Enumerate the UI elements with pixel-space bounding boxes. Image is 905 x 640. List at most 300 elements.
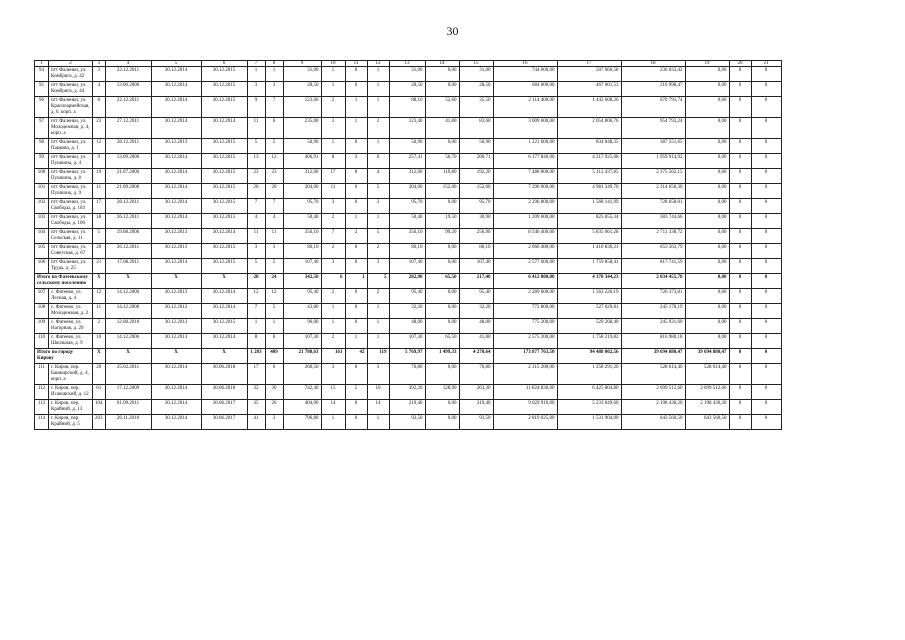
- table-cell: 0,00: [425, 319, 459, 334]
- table-cell: 10: [321, 61, 345, 67]
- table-cell: 11: [321, 184, 345, 199]
- table-cell: 5: [265, 304, 283, 319]
- table-cell: 1 759 858,41: [557, 259, 621, 274]
- table-cell: 0: [345, 259, 367, 274]
- table-cell: 30.12.2015: [201, 199, 247, 214]
- table-cell: 2 575 200,00: [493, 334, 557, 349]
- table-cell: 95,70: [389, 199, 425, 214]
- table-cell: 43,80: [283, 304, 321, 319]
- table-cell: 356,10: [389, 229, 425, 244]
- table-row: [35, 289, 782, 304]
- table-cell: 32,20: [389, 304, 425, 319]
- table-cell: 31,00: [283, 67, 321, 82]
- table-cell: X: [151, 274, 201, 289]
- table-cell: 30.12.2014: [151, 199, 201, 214]
- table-cell: 20: [93, 244, 106, 259]
- table-cell: 11: [93, 184, 106, 199]
- table-cell: 5 233 049,60: [557, 400, 621, 415]
- table-cell: 30.12.2014: [151, 67, 201, 82]
- table-cell: 404,90: [283, 400, 321, 415]
- table-cell: 5: [265, 139, 283, 154]
- table-cell: 17.08.2011: [105, 259, 151, 274]
- table-row: [35, 385, 782, 400]
- table-cell: 50,40: [283, 214, 321, 229]
- table-cell: 0: [729, 169, 751, 184]
- table-cell: 1: [265, 319, 283, 334]
- table-cell: 26.12.2011: [105, 214, 151, 229]
- table-cell: 30: [265, 385, 283, 400]
- table-cell: 99: [35, 154, 49, 169]
- table-cell: 12: [93, 139, 106, 154]
- table-cell: 14.12.2006: [105, 289, 151, 304]
- table-cell: 30.12.2015: [201, 184, 247, 199]
- table-cell: 30.12.2015: [201, 154, 247, 169]
- table-cell: 2: [321, 214, 345, 229]
- table-cell: 0: [751, 289, 781, 304]
- table-cell: 17: [557, 61, 621, 67]
- table-cell: 527 629,81: [557, 304, 621, 319]
- table-cell: 2: [367, 244, 389, 259]
- table-cell: 0: [729, 199, 751, 214]
- table-cell: 30.12.2014: [151, 415, 201, 430]
- table-cell: 8: [265, 334, 283, 349]
- table-cell: 2 314 650,30: [621, 184, 685, 199]
- table-cell: 30.12.2015: [201, 82, 247, 97]
- table-cell: 112: [35, 385, 49, 400]
- table-cell: 12.08.2010: [105, 319, 151, 334]
- table-cell: 0: [751, 415, 781, 430]
- table-cell: 111: [35, 364, 49, 385]
- table-cell: 1: [321, 67, 345, 82]
- table-cell: 5: [265, 259, 283, 274]
- table-cell: 312,00: [389, 169, 425, 184]
- table-cell: 1: [345, 334, 367, 349]
- table-cell: 0,00: [685, 289, 729, 304]
- table-cell: 0,00: [685, 229, 729, 244]
- table-cell: 21 780,63: [283, 349, 321, 364]
- table-cell: 31,00: [389, 67, 425, 82]
- table-cell: 3: [265, 415, 283, 430]
- table-cell: 0: [751, 169, 781, 184]
- table-cell: 0: [345, 67, 367, 82]
- table-cell: 4: [367, 169, 389, 184]
- table-cell: 6 177 840,00: [493, 154, 557, 169]
- table-cell: Итого по Фатеевскому сельскому поселению: [35, 274, 93, 289]
- table-cell: 30.12.2014: [151, 214, 201, 229]
- table-cell: 0: [751, 229, 781, 244]
- table-cell: 28,50: [459, 82, 493, 97]
- table-cell: 0,00: [685, 154, 729, 169]
- table-cell: 1 568 141,99: [557, 199, 621, 214]
- table-cell: 728 658,01: [621, 199, 685, 214]
- table-cell: 5: [247, 139, 265, 154]
- table-cell: пгт Фаленки, ул. Пушкина, д. 8: [49, 169, 93, 184]
- table-cell: 50,40: [389, 214, 425, 229]
- table-cell: 383 744,66: [621, 214, 685, 229]
- table-cell: 123,60: [283, 97, 321, 118]
- table-cell: 12: [93, 289, 106, 304]
- table-cell: 216 998,47: [621, 82, 685, 97]
- table-cell: 0,00: [685, 199, 729, 214]
- table-row: [35, 139, 782, 154]
- table-cell: 392,20: [389, 385, 425, 400]
- table-cell: 0: [729, 289, 751, 304]
- table-cell: 31,00: [459, 67, 493, 82]
- table-cell: 0,00: [425, 139, 459, 154]
- table-cell: 4 981 349,70: [557, 184, 621, 199]
- table-cell: 8: [265, 61, 283, 67]
- table-cell: 3: [93, 67, 106, 82]
- table-cell: 18: [93, 214, 106, 229]
- table-cell: 0: [751, 67, 781, 82]
- table-cell: 18: [621, 61, 685, 67]
- table-cell: 4: [93, 82, 106, 97]
- table-row: [35, 244, 782, 259]
- table-cell: 0: [751, 97, 781, 118]
- table-cell: 119,80: [425, 169, 459, 184]
- table-cell: 0: [751, 139, 781, 154]
- table-cell: 30.12.2014: [201, 334, 247, 349]
- table-cell: 30.12.2015: [201, 97, 247, 118]
- table-cell: X: [93, 274, 106, 289]
- table-cell: 30.12.2014: [201, 289, 247, 304]
- table-cell: 775 200,00: [493, 319, 557, 334]
- table-cell: 7: [265, 199, 283, 214]
- table-cell: 0,00: [425, 199, 459, 214]
- table-cell: 30.12.2013: [151, 139, 201, 154]
- table-cell: 30.06.2018: [201, 364, 247, 385]
- table-cell: 19: [685, 61, 729, 67]
- table-cell: 102: [35, 199, 49, 214]
- table-cell: 4 378 344,23: [557, 274, 621, 289]
- table-cell: 107,30: [389, 334, 425, 349]
- table-cell: 744 000,00: [493, 67, 557, 82]
- table-cell: 7 296 000,00: [493, 184, 557, 199]
- table-cell: 26.11.2010: [105, 415, 151, 430]
- table-cell: 796,80: [283, 415, 321, 430]
- table-cell: 0,00: [425, 259, 459, 274]
- table-cell: 14: [321, 400, 345, 415]
- table-cell: X: [201, 274, 247, 289]
- table-cell: 6 412 800,00: [493, 274, 557, 289]
- table-cell: 5: [367, 229, 389, 244]
- table-cell: 2 296 800,00: [493, 199, 557, 214]
- table-cell: 0: [729, 334, 751, 349]
- table-cell: 17: [93, 199, 106, 214]
- table-cell: 107,40: [283, 259, 321, 274]
- table-cell: 1 563 226,19: [557, 289, 621, 304]
- table-cell: 466,91: [283, 154, 321, 169]
- table-cell: 1: [345, 97, 367, 118]
- table-row: [35, 154, 782, 169]
- table-cell: 0: [729, 118, 751, 139]
- table-cell: 5: [247, 259, 265, 274]
- table-cell: 5: [151, 61, 201, 67]
- table-cell: 2: [321, 334, 345, 349]
- table-cell: 1: [247, 67, 265, 82]
- table-cell: 1 443 608,26: [557, 97, 621, 118]
- table-cell: 96: [35, 97, 49, 118]
- table-cell: 0: [751, 385, 781, 400]
- table-cell: 7: [247, 61, 265, 67]
- table-cell: 41,80: [425, 118, 459, 139]
- table-cell: пгт Фаленки, ул. Комбрига, д. 42: [49, 67, 93, 82]
- table-cell: 26.12.2011: [105, 244, 151, 259]
- table-cell: 30.12.2015: [201, 67, 247, 82]
- table-cell: 0: [729, 67, 751, 82]
- table-cell: 3: [265, 244, 283, 259]
- table-cell: 119: [367, 349, 389, 364]
- table-cell: 12: [265, 154, 283, 169]
- table-cell: 13: [389, 61, 425, 67]
- table-cell: 20: [265, 184, 283, 199]
- table-cell: 0: [751, 199, 781, 214]
- table-row: [35, 97, 782, 118]
- table-row: [35, 334, 782, 349]
- table-cell: 30.06.2017: [201, 400, 247, 415]
- table-cell: 11 824 830,00: [493, 385, 557, 400]
- table-cell: 528 614,40: [621, 364, 685, 385]
- table-cell: 0: [729, 349, 751, 364]
- table-cell: 86,10: [389, 244, 425, 259]
- table-cell: 0: [729, 274, 751, 289]
- table-cell: X: [105, 349, 151, 364]
- table-cell: 30.12.2014: [201, 304, 247, 319]
- table-cell: 257,41: [389, 154, 425, 169]
- table-cell: 0: [729, 229, 751, 244]
- table-row: [35, 364, 782, 385]
- table-cell: 10: [367, 385, 389, 400]
- table-cell: 5 769,97: [389, 349, 425, 364]
- table-cell: 304,00: [283, 184, 321, 199]
- table-cell: 107,40: [459, 259, 493, 274]
- table-cell: 529 268,40: [557, 319, 621, 334]
- table-cell: 26: [265, 400, 283, 415]
- table-cell: 0,00: [685, 214, 729, 229]
- table-cell: 319,40: [459, 400, 493, 415]
- table-cell: 17: [247, 364, 265, 385]
- table-cell: 1: [367, 304, 389, 319]
- table-cell: 152,00: [459, 184, 493, 199]
- table-cell: 13: [247, 154, 265, 169]
- table-cell: 50,90: [389, 139, 425, 154]
- table-cell: 22.12.2011: [105, 67, 151, 82]
- table-cell: 56,70: [425, 154, 459, 169]
- table-cell: 32: [247, 385, 265, 400]
- table-cell: 0,00: [685, 319, 729, 334]
- table-cell: 93,50: [459, 415, 493, 430]
- table-cell: 0: [729, 415, 751, 430]
- registry-table-container: [34, 60, 782, 430]
- table-cell: 65,50: [425, 334, 459, 349]
- table-cell: 200,71: [459, 154, 493, 169]
- table-cell: 1: [321, 82, 345, 97]
- table-cell: 0,00: [425, 289, 459, 304]
- table-cell: с. Фатеево, ул. Лесная, д. 4: [49, 289, 93, 304]
- table-cell: 28,50: [389, 82, 425, 97]
- table-cell: 152,00: [425, 184, 459, 199]
- table-cell: 1: [321, 139, 345, 154]
- table-row: [35, 67, 782, 82]
- table-cell: 30.12.2014: [151, 364, 201, 385]
- table-cell: 61: [93, 385, 106, 400]
- table-cell: пгт Фаленки, ул. Комбрига, д. 44: [49, 82, 93, 97]
- table-cell: 2 699 512,60: [685, 385, 729, 400]
- table-cell: 2: [367, 289, 389, 304]
- table-cell: г. Киров, пер. Исаковский, д. 12: [49, 385, 93, 400]
- table-cell: 86,10: [459, 244, 493, 259]
- table-cell: г. Киров, пер. Башкирский, д. 4, корп. а: [49, 364, 93, 385]
- table-cell: 6: [265, 364, 283, 385]
- registry-table: [34, 60, 782, 430]
- table-cell: 0,00: [425, 304, 459, 319]
- table-cell: 528 614,40: [685, 364, 729, 385]
- table-cell: 2 819 025,00: [493, 415, 557, 430]
- table-cell: 12: [247, 289, 265, 304]
- table-cell: 30.12.2014: [201, 118, 247, 139]
- table-cell: пгт Фаленки, ул. Труда, д. 25: [49, 259, 93, 274]
- table-cell: 0: [345, 304, 367, 319]
- table-cell: 726 373,81: [621, 289, 685, 304]
- table-cell: 192,20: [459, 169, 493, 184]
- table-cell: 28: [247, 274, 265, 289]
- table-cell: 8 546 400,00: [493, 229, 557, 244]
- table-cell: 10: [93, 169, 106, 184]
- table-cell: пгт Фаленки, ул. Сельская, д. 11: [49, 229, 93, 244]
- table-cell: 95,40: [283, 289, 321, 304]
- table-cell: 30.12.2015: [201, 319, 247, 334]
- table-cell: 7: [321, 229, 345, 244]
- table-cell: 83,60: [459, 118, 493, 139]
- table-cell: 0,00: [425, 364, 459, 385]
- table-cell: 0: [729, 82, 751, 97]
- table-cell: 0: [751, 154, 781, 169]
- table-cell: 1: [367, 319, 389, 334]
- table-cell: 0,00: [685, 274, 729, 289]
- table-cell: 5: [367, 184, 389, 199]
- table-cell: 30.12.2014: [151, 97, 201, 118]
- table-cell: 4: [105, 61, 151, 67]
- table-cell: 816 980,18: [621, 334, 685, 349]
- table-cell: 0,00: [685, 139, 729, 154]
- table-cell: 103: [35, 214, 49, 229]
- table-cell: 1: [367, 97, 389, 118]
- table-cell: с. Фатеево, ул. Школьная, д. 9: [49, 334, 93, 349]
- table-cell: 2: [321, 244, 345, 259]
- table-cell: 1 499,33: [425, 349, 459, 364]
- table-cell: 30.12.2013: [151, 289, 201, 304]
- table-cell: 95,70: [283, 199, 321, 214]
- table-cell: пгт Фаленки, ул. Пушкина, д. 9: [49, 184, 93, 199]
- table-cell: 12: [367, 61, 389, 67]
- table-cell: 93,50: [389, 415, 425, 430]
- table-cell: 96,00: [283, 319, 321, 334]
- table-cell: 30.12.2014: [151, 385, 201, 400]
- table-cell: 2: [345, 229, 367, 244]
- table-cell: 0: [751, 319, 781, 334]
- registry-table-body: [35, 61, 782, 430]
- table-cell: 5 112 437,85: [557, 169, 621, 184]
- table-cell: 0,00: [685, 244, 729, 259]
- table-cell: 2: [49, 61, 93, 67]
- table-cell: 76,80: [389, 364, 425, 385]
- table-cell: 5: [345, 385, 367, 400]
- total-row: [35, 274, 782, 289]
- table-cell: 109: [35, 319, 49, 334]
- table-cell: 217,40: [459, 274, 493, 289]
- table-cell: 30.12.2015: [201, 259, 247, 274]
- table-cell: 11: [247, 229, 265, 244]
- table-cell: 834 048,35: [557, 139, 621, 154]
- table-row: [35, 214, 782, 229]
- table-cell: 2: [321, 289, 345, 304]
- table-cell: с. Фатеево, ул. Нагорная, д. 20: [49, 319, 93, 334]
- table-cell: 15: [321, 385, 345, 400]
- table-cell: 1: [345, 118, 367, 139]
- table-cell: 342,50: [283, 274, 321, 289]
- table-cell: 6: [201, 61, 247, 67]
- table-cell: 94 488 002,56: [557, 349, 621, 364]
- table-cell: 173 877 763,50: [493, 349, 557, 364]
- table-cell: 1 531 904,00: [557, 415, 621, 430]
- table-cell: 30.12.2014: [151, 154, 201, 169]
- table-cell: 2 315 200,00: [493, 364, 557, 385]
- table-cell: 507 966,58: [557, 67, 621, 82]
- table-cell: 0: [345, 139, 367, 154]
- table-cell: 14: [425, 61, 459, 67]
- table-cell: 0,00: [685, 169, 729, 184]
- table-cell: 30.12.2013: [151, 304, 201, 319]
- table-cell: 0,00: [685, 82, 729, 97]
- table-row: [35, 118, 782, 139]
- table-cell: 20: [93, 364, 106, 385]
- table-cell: X: [201, 349, 247, 364]
- table-cell: 0: [729, 214, 751, 229]
- table-cell: 12: [265, 289, 283, 304]
- table-cell: 0,00: [425, 82, 459, 97]
- table-cell: 15: [459, 61, 493, 67]
- table-cell: 106: [35, 259, 49, 274]
- table-cell: 0,00: [425, 67, 459, 82]
- table-cell: 30.06.2017: [201, 415, 247, 430]
- table-cell: пгт Фаленки, ул. Молодежная, д. 4, корп. а: [49, 118, 93, 139]
- table-cell: 409: [265, 349, 283, 364]
- table-cell: 7: [247, 304, 265, 319]
- table-cell: 245 170,19: [621, 304, 685, 319]
- table-cell: 20: [247, 184, 265, 199]
- table-row: [35, 199, 782, 214]
- table-cell: 2 114 400,00: [493, 97, 557, 118]
- table-cell: 86,10: [283, 244, 321, 259]
- table-cell: 95,40: [389, 289, 425, 304]
- table-cell: 50,90: [283, 139, 321, 154]
- table-row: [35, 304, 782, 319]
- table-cell: 0: [751, 214, 781, 229]
- table-cell: 387 551,65: [621, 139, 685, 154]
- table-cell: 0,00: [685, 67, 729, 82]
- table-cell: 104: [93, 400, 106, 415]
- table-cell: 1: [321, 415, 345, 430]
- table-cell: 0: [729, 244, 751, 259]
- table-cell: 99,20: [425, 229, 459, 244]
- table-cell: 19,50: [425, 214, 459, 229]
- table-cell: 245 931,60: [621, 319, 685, 334]
- table-cell: 235,00: [283, 118, 321, 139]
- table-cell: 4 217 925,08: [557, 154, 621, 169]
- table-cell: 30.12.2015: [201, 214, 247, 229]
- table-cell: 23: [265, 169, 283, 184]
- table-cell: 3: [321, 199, 345, 214]
